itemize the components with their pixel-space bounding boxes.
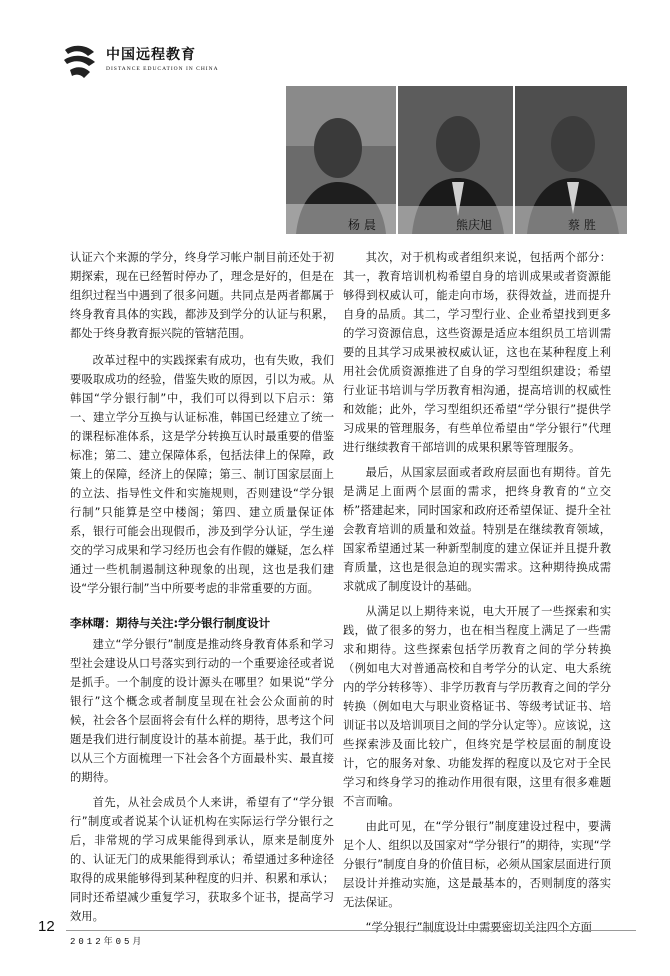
logo-english-title: DISTANCE EDUCATION IN CHINA — [106, 66, 219, 72]
right-paragraph-3: 从满足以上期待来说，电大开展了一些探索和实践，做了很多的努力，也在相当程度上满足了一些需求和期待。这些探索包括学历教育之间的学分转换（例如电大对普通高校和自考学分的认定、电大系统内的学分转移等）、非学历教育与学历教育之间的学分转换（例如电大与职业资格证书、等级考试证书、培训证书以及培训项目之间的学分认定等）。应该说，这些探索涉及面比较广，但终究是学校层面的制度设计，它的服务对象、功能发挥的程度以及它对于全民学习和终身学习的推动作用很有限，这里有很多难题不言而喻。 — [343, 605, 611, 808]
photo-yang-chen — [286, 86, 396, 234]
right-column — [343, 248, 611, 937]
page-footer — [38, 918, 638, 958]
footer-rule — [66, 930, 636, 931]
photo-cai-sheng — [515, 86, 627, 234]
journal-logo — [62, 40, 292, 86]
right-paragraph-2: 最后，从国家层面或者政府层面也有期待。首先是满足上面两个层面的需求，把终身教育的“立交桥”搭建起来，同时国家和政府还希望保证、提升全社会教育培训的质量和效益。特别是在继续教育领域，国家希望通过某一种新型制度的建立保证并且提升教育质量，这也是很急迫的现实需求。这种期待换成需求就成了制度设计的基础。 — [343, 466, 611, 593]
left-paragraph-3: 建立“学分银行”制度是推动终身教育体系和学习型社会建设从口号落实到行动的一个重要途径或者说是抓手。一个制度的设计源头在哪里？如果说“学分银行”这个概念或者制度呈现在社会公众面前的时候，社会各个层面将会有什么样的期待，思考这个问题是我们进行制度设计的基本前提。基于此，我们可以从三个方面梳理一下社会各个方面最朴实、最直接的期待。 — [70, 638, 334, 784]
section-heading: 李林曙：期待与关注:学分银行制度设计 — [70, 616, 271, 630]
right-paragraph-4: 由此可见，在“学分银行”制度建设过程中，要满足个人、组织以及国家对“学分银行”的期待，实现“学分银行”制度自身的价值目标，必须从国家层面进行顶层设计并推动实施，这是最基本的，否则制度的落实无法保证。 — [343, 820, 611, 909]
photo-caption-2: 熊庆旭 — [456, 218, 493, 232]
left-paragraph-1: 认证六个来源的学分，终身学习帐户制目前还处于初期探索，现在已经暂时停办了，理念是好的，但是在组织过程当中遇到了很多问题。共同点是两者都属于终身教育具体的实践，都涉及到学分的认证与积累，都处于终身教育振兴院的管辖范围。 — [70, 251, 334, 340]
right-paragraph-1: 其次，对于机构或者组织来说，包括两个部分：其一，教育培训机构希望自身的培训成果或者资源能够得到权威认可，能走向市场，获得效益，进而提升自身的品质。其二，学习型行业、企业希望找到更多的学习资源信息，这些资源是适应本组织员工培训需要的且其学习成果被权威认证，这也在某种程度上利用社会优质资源推进了自身的学习型组织建设；希望行业证书培训与学历教育相沟通，提高培训的权威性和效能；此外，学习型组织还希望“学分银行”提供学习成果的管理服务，有些单位希望由“学分银行”代理进行继续教育干部培训的成果积累等管理服务。 — [343, 251, 611, 454]
left-paragraph-4: 首先，从社会成员个人来讲，希望有了“学分银行”制度或者说某个认证机构在实际运行学分银行之后，非常规的学习成果能得到承认，原来是制度外的、认证无门的成果能得到承认；希望通过多种途径取得的成果能够得到某种程度的归并、积累和承认；同时还希望减少重复学习，获取多个证书，提高学习效用。 — [70, 796, 334, 923]
logo-mark-icon — [62, 42, 98, 82]
photo-caption-3: 蔡 胜 — [568, 218, 596, 232]
photo-xiong-qingxu — [398, 86, 513, 234]
issue-date: 2012年05月 — [70, 937, 145, 947]
logo-chinese-title: 中国远程教育 — [106, 47, 196, 63]
photo-caption-1: 杨 晨 — [348, 218, 376, 232]
right-paragraph-5: “学分银行”制度设计中需要密切关注四个方面 — [365, 921, 592, 934]
page-number: 12 — [38, 918, 55, 935]
left-paragraph-2: 改革过程中的实践探索有成功，也有失败，我们要吸取成功的经验，借鉴失败的原因，引以为戒。从韩国“学分银行制”中，我们可以得到以下启示：第一、建立学分互换与认证标准，韩国已经建立了统一的课程标准体系，这是学分转换互认时最重要的借鉴标准；第二、建立保障体系，包括法律上的保障，政策上的保障，经济上的保障；第三、制订国家层面上的立法、指导性文件和实施规则，否则建设“学分银行制”只能算是空中楼阁；第四、建立质量保证体系，银行可能会出现假币，涉及到学分认证，学生递交的学习成果和学习经历也会有作假的嫌疑，怎么样通过一些机制遏制这种现象的出现，这也是我们建设“学分银行制”当中所要考虑的非常重要的方面。 — [70, 354, 334, 595]
left-column — [70, 248, 334, 926]
